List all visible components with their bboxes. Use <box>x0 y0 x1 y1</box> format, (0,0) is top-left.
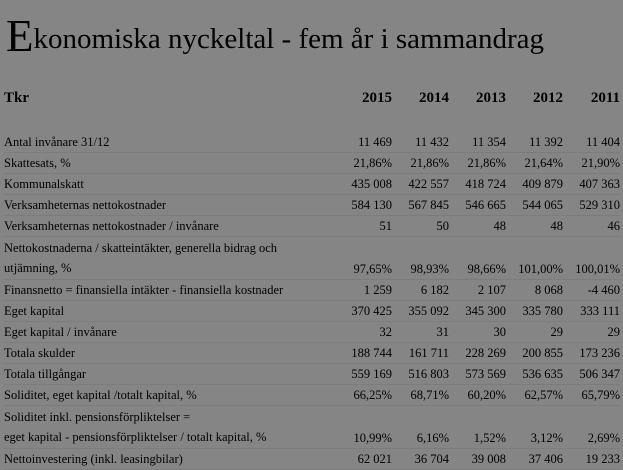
cell-value: 228 269 <box>449 343 506 364</box>
cell-value: 46 <box>563 216 620 237</box>
cell-value: 21,86% <box>449 153 506 174</box>
title-rest: konomiska nyckeltal - fem år i sammandrag <box>33 23 545 55</box>
cell-value: 32 <box>330 322 392 343</box>
row-label: Verksamheternas nettokostnader / invånare <box>4 216 330 237</box>
row-label: Nettokostnaderna / skatteintäkter, generella bidrag och utjämning, % <box>4 237 330 280</box>
cell-value: 21,64% <box>506 153 563 174</box>
row-label: Soliditet inkl. pensionsförpliktelser = eget kapital - pensionsförpliktelser / totalt kapital, % <box>4 406 330 449</box>
cell-value: 97,65% <box>330 237 392 280</box>
table-row <box>4 301 620 322</box>
table-row <box>4 322 620 343</box>
row-label: Totala tillgångar <box>4 364 330 385</box>
cell-value: 29 <box>563 322 620 343</box>
table-row <box>4 385 620 406</box>
cell-value: 21,86% <box>330 153 392 174</box>
cell-value: 37 406 <box>506 449 563 470</box>
table-row <box>4 449 620 470</box>
cell-value: 559 169 <box>330 364 392 385</box>
cell-value: 19 233 <box>563 449 620 470</box>
cell-value: -4 460 <box>563 280 620 301</box>
spacer-row <box>4 116 620 132</box>
cell-value: 2,69% <box>563 406 620 449</box>
cell-value: 567 845 <box>392 195 449 216</box>
cell-value: 21,86% <box>392 153 449 174</box>
cell-value: 333 111 <box>563 301 620 322</box>
cell-value: 418 724 <box>449 174 506 195</box>
cell-value: 50 <box>392 216 449 237</box>
cell-value: 29 <box>506 322 563 343</box>
cell-value: 98,93% <box>392 237 449 280</box>
cell-value: 66,25% <box>330 385 392 406</box>
cell-value: 6 182 <box>392 280 449 301</box>
cell-value: 11 392 <box>506 132 563 153</box>
row-label: Totala skulder <box>4 343 330 364</box>
cell-value: 31 <box>392 322 449 343</box>
cell-value: 544 065 <box>506 195 563 216</box>
cell-value: 62,57% <box>506 385 563 406</box>
cell-value: 200 855 <box>506 343 563 364</box>
table-row <box>4 237 620 280</box>
cell-value: 98,66% <box>449 237 506 280</box>
cell-value: 435 008 <box>330 174 392 195</box>
row-label: Kommunalskatt <box>4 174 330 195</box>
cell-value: 584 130 <box>330 195 392 216</box>
cell-value: 21,90% <box>563 153 620 174</box>
cell-value: 11 404 <box>563 132 620 153</box>
cell-value: 8 068 <box>506 280 563 301</box>
year-header: 2012 <box>533 90 563 106</box>
cell-value: 546 665 <box>449 195 506 216</box>
cell-value: 39 008 <box>449 449 506 470</box>
cell-value: 1,52% <box>449 406 506 449</box>
cell-value: 422 557 <box>392 174 449 195</box>
table-row <box>4 153 620 174</box>
cell-value: 536 635 <box>506 364 563 385</box>
row-label: Skattesats, % <box>4 153 330 174</box>
cell-value: 506 347 <box>563 364 620 385</box>
cell-value: 60,20% <box>449 385 506 406</box>
cell-value: 51 <box>330 216 392 237</box>
table-row <box>4 195 620 216</box>
table-row <box>4 174 620 195</box>
cell-value: 68,71% <box>392 385 449 406</box>
cell-value: 188 744 <box>330 343 392 364</box>
cell-value: 10,99% <box>330 406 392 449</box>
cell-value: 36 704 <box>392 449 449 470</box>
cell-value: 335 780 <box>506 301 563 322</box>
cell-value: 529 310 <box>563 195 620 216</box>
cell-value: 173 236 <box>563 343 620 364</box>
cell-value: 161 711 <box>392 343 449 364</box>
cell-value: 355 092 <box>392 301 449 322</box>
cell-value: 48 <box>449 216 506 237</box>
cell-value: 11 432 <box>392 132 449 153</box>
table-row <box>4 216 620 237</box>
table-row <box>4 364 620 385</box>
cell-value: 516 803 <box>392 364 449 385</box>
cell-value: 11 469 <box>330 132 392 153</box>
row-label: Finansnetto = finansiella intäkter - finansiella kostnader <box>4 280 330 301</box>
cell-value: 1 259 <box>330 280 392 301</box>
cell-value: 409 879 <box>506 174 563 195</box>
row-label: Eget kapital / invånare <box>4 322 330 343</box>
page-title <box>6 11 545 61</box>
cell-value: 62 021 <box>330 449 392 470</box>
title-initial: E <box>6 11 34 61</box>
cell-value: 345 300 <box>449 301 506 322</box>
year-header: 2014 <box>419 90 449 106</box>
row-label: Antal invånare 31/12 <box>4 132 330 153</box>
year-header: 2013 <box>476 90 506 106</box>
year-header: 2011 <box>590 90 620 106</box>
year-header: 2015 <box>362 90 392 106</box>
cell-value: 100,01% <box>563 237 620 280</box>
row-label: Soliditet, eget kapital /totalt kapital, % <box>4 385 330 406</box>
table-row <box>4 280 620 301</box>
cell-value: 370 425 <box>330 301 392 322</box>
cell-value: 48 <box>506 216 563 237</box>
cell-value: 2 107 <box>449 280 506 301</box>
cell-value: 573 569 <box>449 364 506 385</box>
row-label: Nettoinvestering (inkl. leasingbilar) <box>4 449 330 470</box>
cell-value: 407 363 <box>563 174 620 195</box>
cell-value: 30 <box>449 322 506 343</box>
cell-value: 3,12% <box>506 406 563 449</box>
table-row <box>4 132 620 153</box>
table-row <box>4 343 620 364</box>
cell-value: 11 354 <box>449 132 506 153</box>
header-label: Tkr <box>4 90 30 106</box>
key-figures-table <box>4 90 620 470</box>
cell-value: 6,16% <box>392 406 449 449</box>
cell-value: 65,79% <box>563 385 620 406</box>
row-label: Verksamheternas nettokostnader <box>4 195 330 216</box>
cell-value: 101,00% <box>506 237 563 280</box>
table-row <box>4 406 620 449</box>
header-row <box>4 90 620 116</box>
row-label: Eget kapital <box>4 301 330 322</box>
